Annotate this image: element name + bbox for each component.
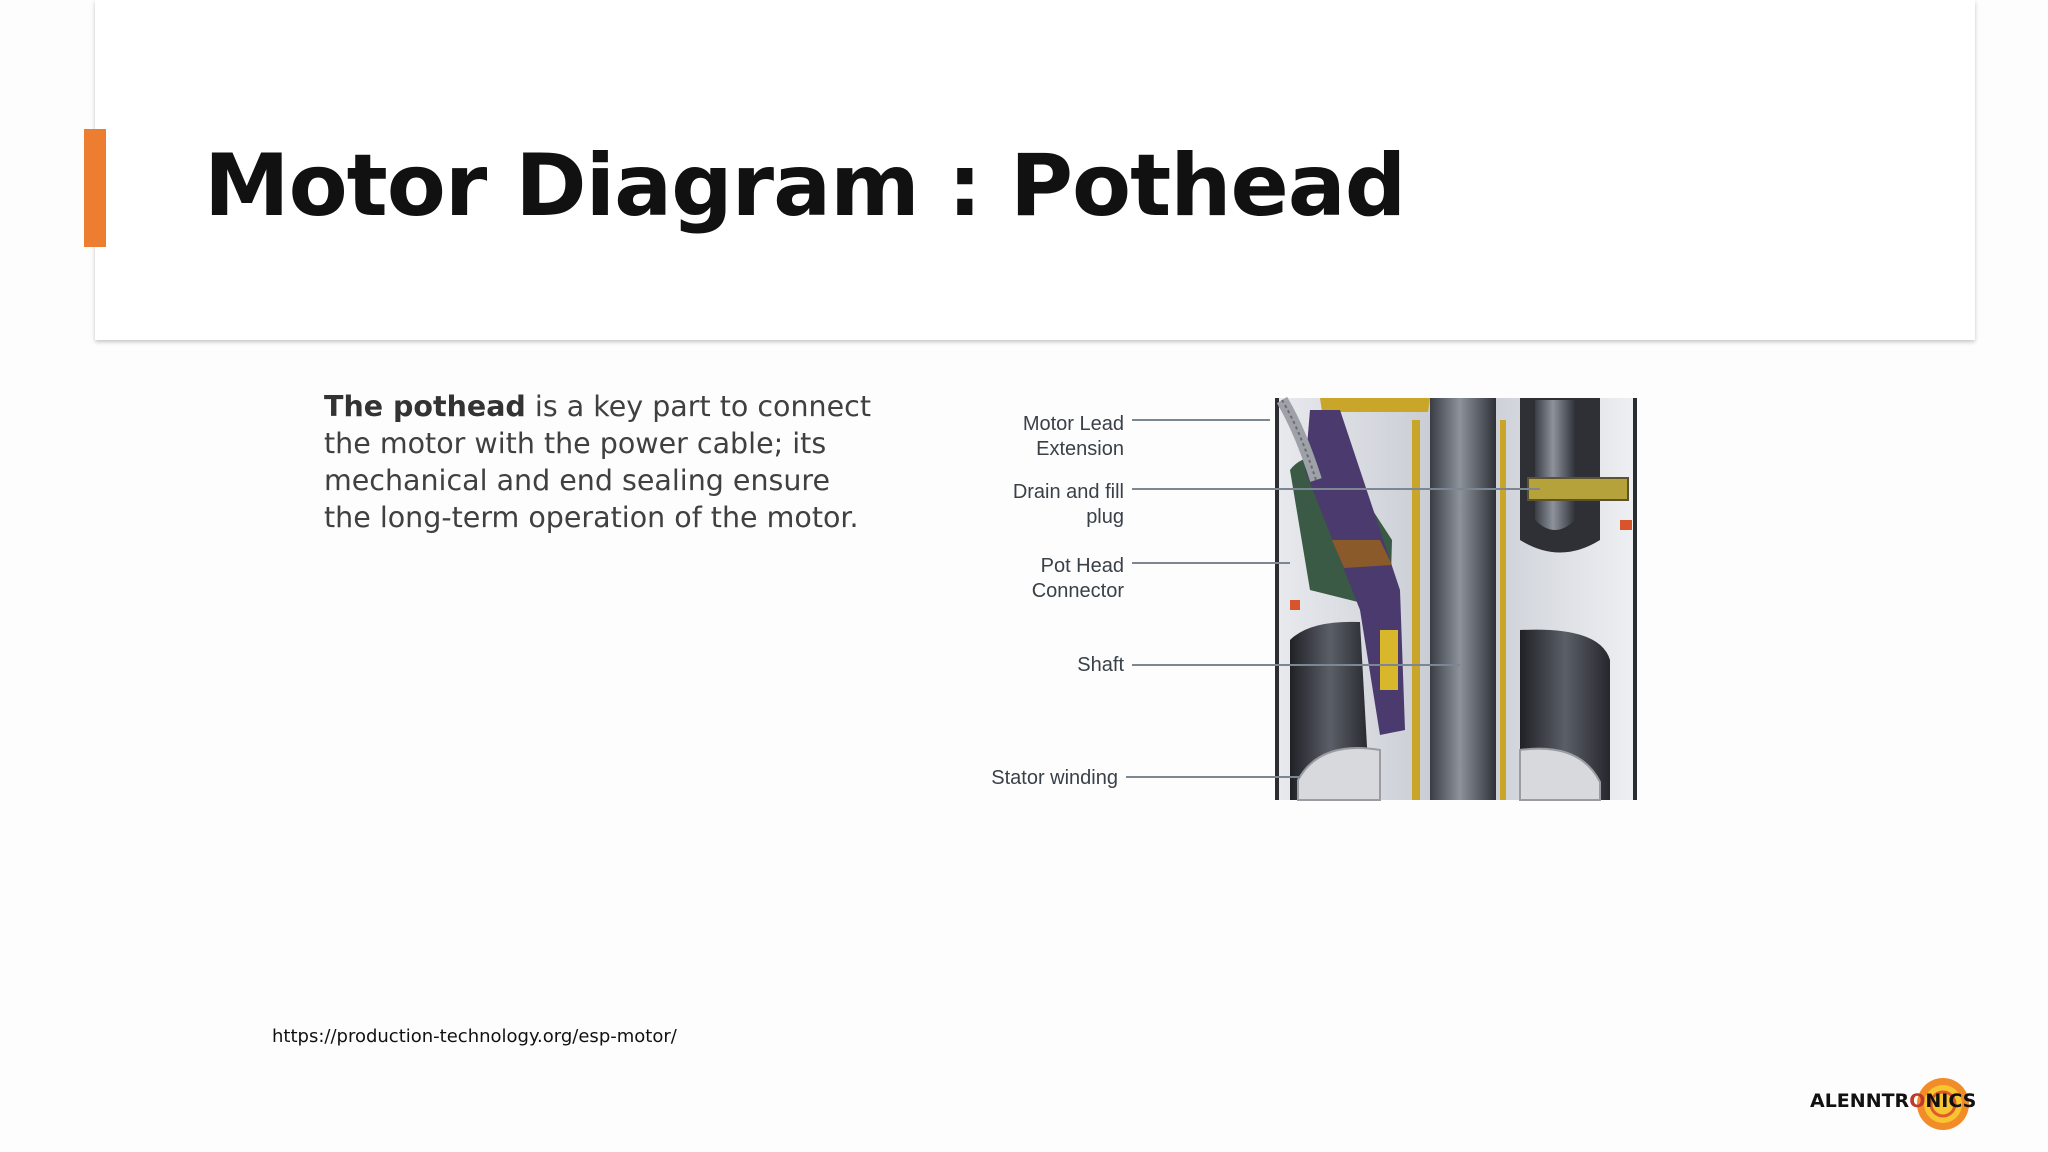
company-logo (1810, 1072, 2010, 1136)
label-motor-lead-extension (1023, 412, 1124, 462)
label-pot-head-connector (1032, 554, 1124, 604)
body-bold-term: The pothead (324, 390, 526, 423)
title-accent-bar (84, 129, 106, 247)
label-motor-lead-line2: Extension (1036, 438, 1124, 460)
label-pothead-line1: Pot Head (1040, 555, 1124, 577)
body-paragraph (324, 388, 884, 536)
logo-text-right: NICS (1925, 1090, 1977, 1112)
label-drain-line2: plug (1086, 506, 1124, 528)
label-drain-and-fill-plug (1013, 480, 1124, 530)
logo-text-left: ALENNTR (1810, 1090, 1910, 1112)
logo-text-mid: O (1909, 1090, 1926, 1112)
body-description: is a key part to connect the motor with the power cable; its mechanical and end sealing ensure the long-term operation of the motor. (324, 390, 871, 534)
label-stator-text: Stator winding (991, 767, 1118, 789)
label-pothead-line2: Connector (1031, 580, 1124, 602)
source-url[interactable]: https://production-technology.org/esp-motor/ (272, 1026, 677, 1047)
pothead-cutaway-diagram (960, 390, 1640, 810)
label-shaft (1077, 653, 1124, 678)
label-shaft-text: Shaft (1077, 654, 1124, 676)
label-drain-line1: Drain and fill (1012, 481, 1124, 503)
logo-wordmark (1810, 1090, 1976, 1112)
slide-title: Motor Diagram : Pothead (204, 136, 1406, 236)
label-motor-lead-line1: Motor Lead (1022, 413, 1124, 435)
label-stator-winding (991, 766, 1118, 791)
